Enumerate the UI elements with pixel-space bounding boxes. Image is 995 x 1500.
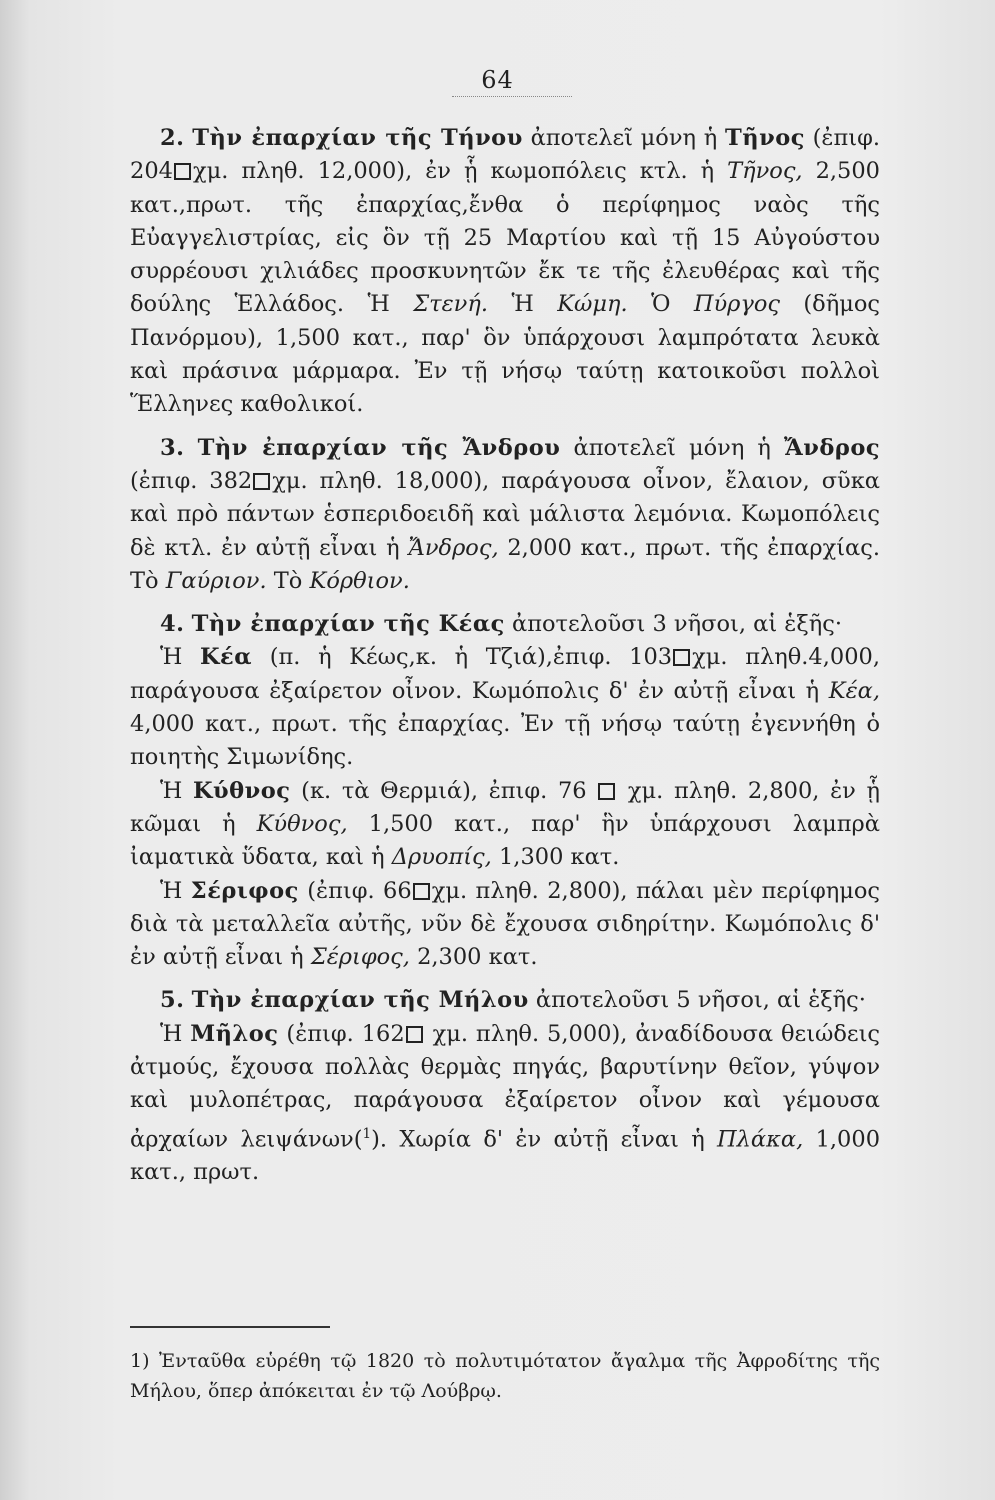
- island-name: Σέριφος: [190, 877, 299, 904]
- town-name: Πύργος: [693, 291, 780, 318]
- town-name: Πλάκα,: [717, 1126, 804, 1153]
- section-number: 4.: [160, 611, 185, 638]
- paragraph-milos: Ἡ Μῆλος (ἐπιφ. 162 χμ. πληθ. 5,000), ἀναδίδουσα θειώδεις ἀτμούς, ἔχουσα πολλὰς θερμὰς πηγάς, βαρυτίνην θεῖον, γύψον καὶ μυλοπέτρας, παράγουσα ἐξαίρετον οἶνον καὶ γέμουσα ἀρχαίων λειψάνων($^1$). Χωρία δ' ἐν αὐτῇ εἶναι ἡ Πλάκα, 1,000 κατ., πρωτ.: [130, 1020, 881, 1186]
- square-symbol: [174, 163, 191, 180]
- paragraph-kea: Ἡ Κέα (π. ἡ Κέως,κ. ἡ Τζιά),ἐπιφ. 103 χμ. πληθ.4,000, παράγουσα ἐξαίρετον οἶνον. Κωμόπολις δ' ἐν αὐτῇ εἶναι ἡ Κέα, 4,000 κατ., πρωτ. τῆς ἐπαρχίας. Ἐν τῇ νήσῳ ταύτῃ ἐγεννήθη ὁ ποιητὴς Σιμωνίδης.: [130, 644, 880, 771]
- paragraph-tinos: 2. Τὴν ἐπαρχίαν τῆς Τήνου ἀποτελεῖ μόνη ἡ Τῆνος (ἐπιφ. 204 χμ. πληθ. 12,000), ἐν ᾗ κωμοπόλεις κτλ. ἡ Τῆνος, 2,500 κατ.,πρωτ. τῆς ἐπαρχίας,ἔνθα ὁ περίφημος ναὸς τῆς Εὐαγγελιστρίας, εἰς ὃν τῇ 25 Μαρτίου καὶ τῇ 15 Αὐγούστου συρρέουσι χιλιάδες προσκυνητῶν ἔκ τε τῆς ἐλευθέρας καὶ τῆς δούλης Ἑλλάδος. Ἡ Στενή. Ἡ Κώμη. Ὁ Πύργος (δῆμος Πανόρμου), 1,500 κατ., παρ' ὃν ὑπάρχουσι λαμπρότατα λευκὰ καὶ πράσινα μάρμαρα. Ἐν τῇ νήσῳ ταύτῃ κατοικοῦσι πολλοὶ Ἕλληνες καθολικοί.: [130, 125, 881, 418]
- page-number-ornament: [452, 96, 572, 97]
- town-name: Γαύριον.: [165, 567, 267, 594]
- island-name: Ἄνδρος: [784, 434, 881, 461]
- square-symbol: [673, 649, 690, 666]
- town-name: Στενή.: [413, 291, 488, 318]
- town-name: Κώμη.: [557, 291, 628, 318]
- square-symbol: [253, 473, 270, 490]
- island-name: Κύθνος: [193, 777, 291, 804]
- town-name: Σέριφος,: [310, 944, 410, 971]
- town-name: Κέα,: [828, 677, 880, 704]
- island-name: Τῆνος: [724, 125, 805, 151]
- footnote: 1) Ἐνταῦθα εὑρέθη τῷ 1820 τὸ πολυτιμότατον ἄγαλμα τῆς Ἀφροδίτης τῆς Μήλου, ὅπερ ἀπόκειται ἐν τῷ Λούβρῳ.: [130, 1350, 880, 1402]
- square-symbol: [598, 783, 615, 800]
- island-name: Μῆλος: [190, 1020, 279, 1047]
- page-body: [130, 122, 880, 1190]
- square-symbol: [406, 1026, 423, 1043]
- paragraph-milos-heading: 5. Τὴν ἐπαρχίαν τῆς Μήλου ἀποτελοῦσι 5 νῆσοι, αἱ ἑξῆς·: [160, 987, 866, 1014]
- footnote-reference[interactable]: 1: [362, 1125, 372, 1142]
- town-name: Κύθνος,: [256, 810, 348, 837]
- section-heading: Τὴν ἐπαρχίαν τῆς Μήλου: [191, 987, 529, 1014]
- section-heading: Τὴν ἐπαρχίαν τῆς Τήνου: [192, 125, 523, 151]
- town-name: Τῆνος,: [727, 158, 803, 185]
- page-number: 64: [481, 66, 514, 94]
- section-number: 3.: [160, 434, 185, 461]
- island-name: Κέα: [199, 644, 253, 671]
- section-heading: Τὴν ἐπαρχίαν τῆς Ἄνδρου: [197, 434, 561, 461]
- square-symbol: [413, 883, 430, 900]
- paragraph-kythnos: Ἡ Κύθνος (κ. τὰ Θερμιά), ἐπιφ. 76 χμ. πληθ. 2,800, ἐν ᾗ κῶμαι ἡ Κύθνος, 1,500 κατ., παρ' ἣν ὑπάρχουσι λαμπρὰ ἰαματικὰ ὕδατα, καὶ ἡ Δρυοπίς, 1,300 κατ.: [130, 777, 881, 871]
- town-name: Δρυοπίς,: [391, 844, 492, 871]
- town-name: Κόρθιον.: [309, 567, 410, 594]
- paragraph-serifos: Ἡ Σέριφος (ἐπιφ. 66 χμ. πληθ. 2,800), πάλαι μὲν περίφημος διὰ τὰ μεταλλεῖα αὐτῆς, νῦν δὲ ἔχουσα σιδηρίτην. Κωμόπολις δ' ἐν αὐτῇ εἶναι ἡ Σέριφος, 2,300 κατ.: [130, 877, 881, 971]
- town-name: Ἄνδρος,: [408, 534, 499, 561]
- paragraph-andros: 3. Τὴν ἐπαρχίαν τῆς Ἄνδρου ἀποτελεῖ μόνη ἡ Ἄνδρος (ἐπιφ. 382 χμ. πληθ. 18,000), παράγουσα οἶνον, ἔλαιον, σῦκα καὶ πρὸ πάντων ἑσπεριδοειδῆ καὶ μάλιστα λεμόνια. Κωμοπόλεις δὲ κτλ. ἐν αὐτῇ εἶναι ἡ Ἄνδρος, 2,000 κατ., πρωτ. τῆς ἐπαρχίας. Τὸ Γαύριον. Τὸ Κόρθιον.: [130, 434, 881, 594]
- footnote-divider: [130, 1326, 330, 1328]
- paragraph-kea-heading: 4. Τὴν ἐπαρχίαν τῆς Κέας ἀποτελοῦσι 3 νῆσοι, αἱ ἑξῆς·: [160, 611, 842, 638]
- section-number: 2.: [160, 125, 185, 151]
- section-heading: Τὴν ἐπαρχίαν τῆς Κέας: [191, 611, 505, 638]
- section-number: 5.: [160, 987, 185, 1014]
